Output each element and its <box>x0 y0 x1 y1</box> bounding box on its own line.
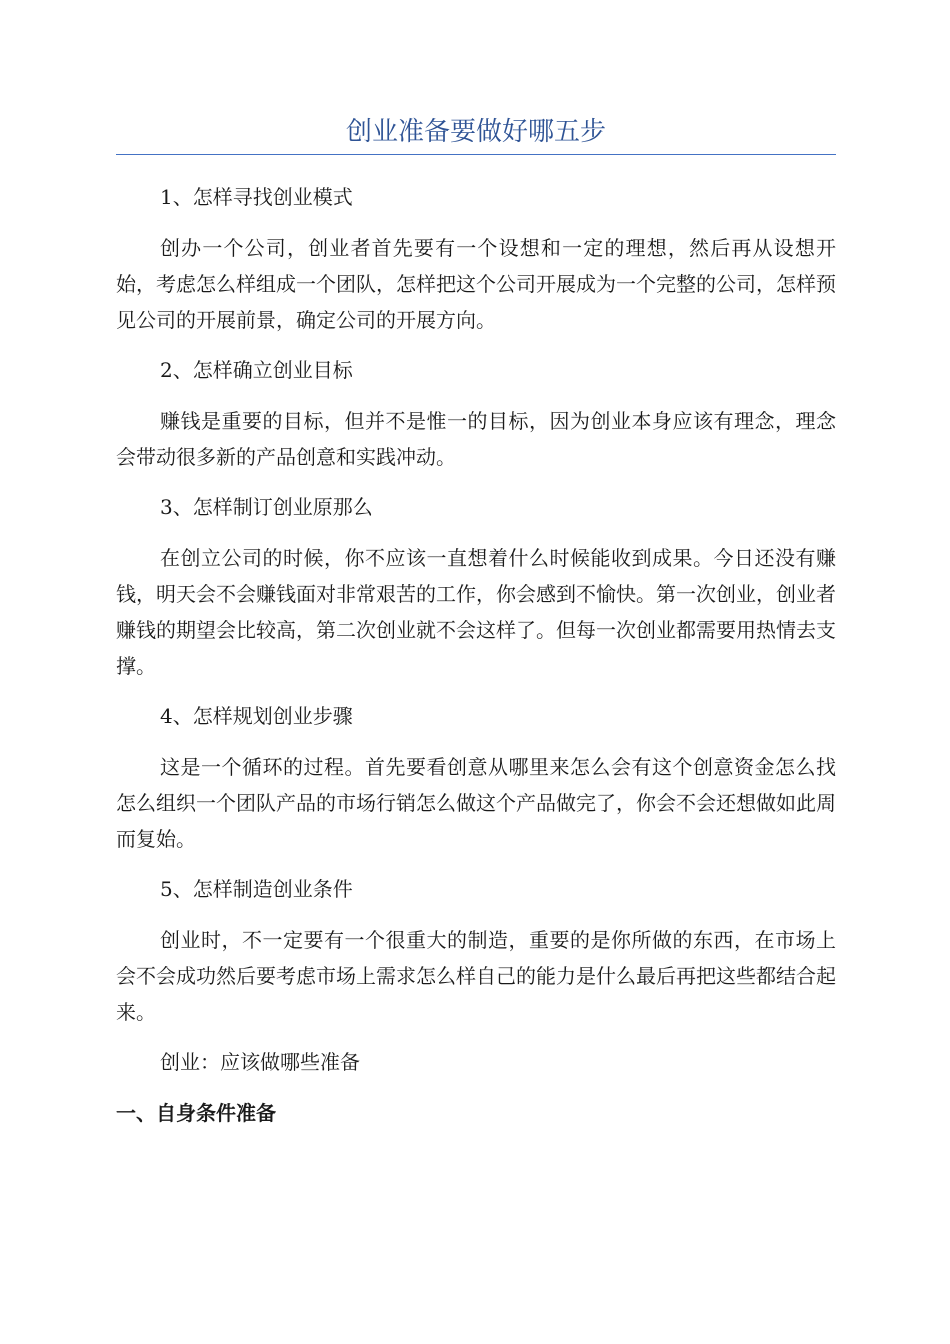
document-title: 创业准备要做好哪五步 <box>116 112 836 155</box>
step-heading-4: 4、怎样规划创业步骤 <box>160 704 353 728</box>
step-heading-5: 5、怎样制造创业条件 <box>160 877 353 901</box>
step-paragraph-4: 这是一个循环的过程。首先要看创意从哪里来怎么会有这个创意资金怎么找怎么组织一个团队产品的市场行销怎么做这个产品做完了，你会不会还想做如此周而复始。 <box>116 755 836 851</box>
document-body <box>116 179 836 1131</box>
step-heading-2: 2、怎样确立创业目标 <box>160 358 353 382</box>
step-paragraph-1: 创办一个公司，创业者首先要有一个设想和一定的理想，然后再从设想开始，考虑怎么样组成一个团队，怎样把这个公司开展成为一个完整的公司，怎样预见公司的开展前景，确定公司的开展方向。 <box>116 236 836 332</box>
closing-line: 创业：应该做哪些准备 <box>160 1050 360 1074</box>
step-heading-3: 3、怎样制订创业原那么 <box>160 495 373 519</box>
section-title: 一、自身条件准备 <box>116 1101 276 1125</box>
step-heading-1: 1、怎样寻找创业模式 <box>160 185 353 209</box>
step-paragraph-3: 在创立公司的时候，你不应该一直想着什么时候能收到成果。今日还没有赚钱，明天会不会赚钱面对非常艰苦的工作，你会感到不愉快。第一次创业，创业者赚钱的期望会比较高，第二次创业就不会这样了。但每一次创业都需要用热情去支撑。 <box>116 546 836 678</box>
step-paragraph-5: 创业时，不一定要有一个很重大的制造，重要的是你所做的东西，在市场上会不会成功然后要考虑市场上需求怎么样自己的能力是什么最后再把这些都结合起来。 <box>116 928 836 1024</box>
document-page <box>116 112 836 1131</box>
step-paragraph-2: 赚钱是重要的目标，但并不是惟一的目标，因为创业本身应该有理念，理念会带动很多新的产品创意和实践冲动。 <box>116 409 836 469</box>
